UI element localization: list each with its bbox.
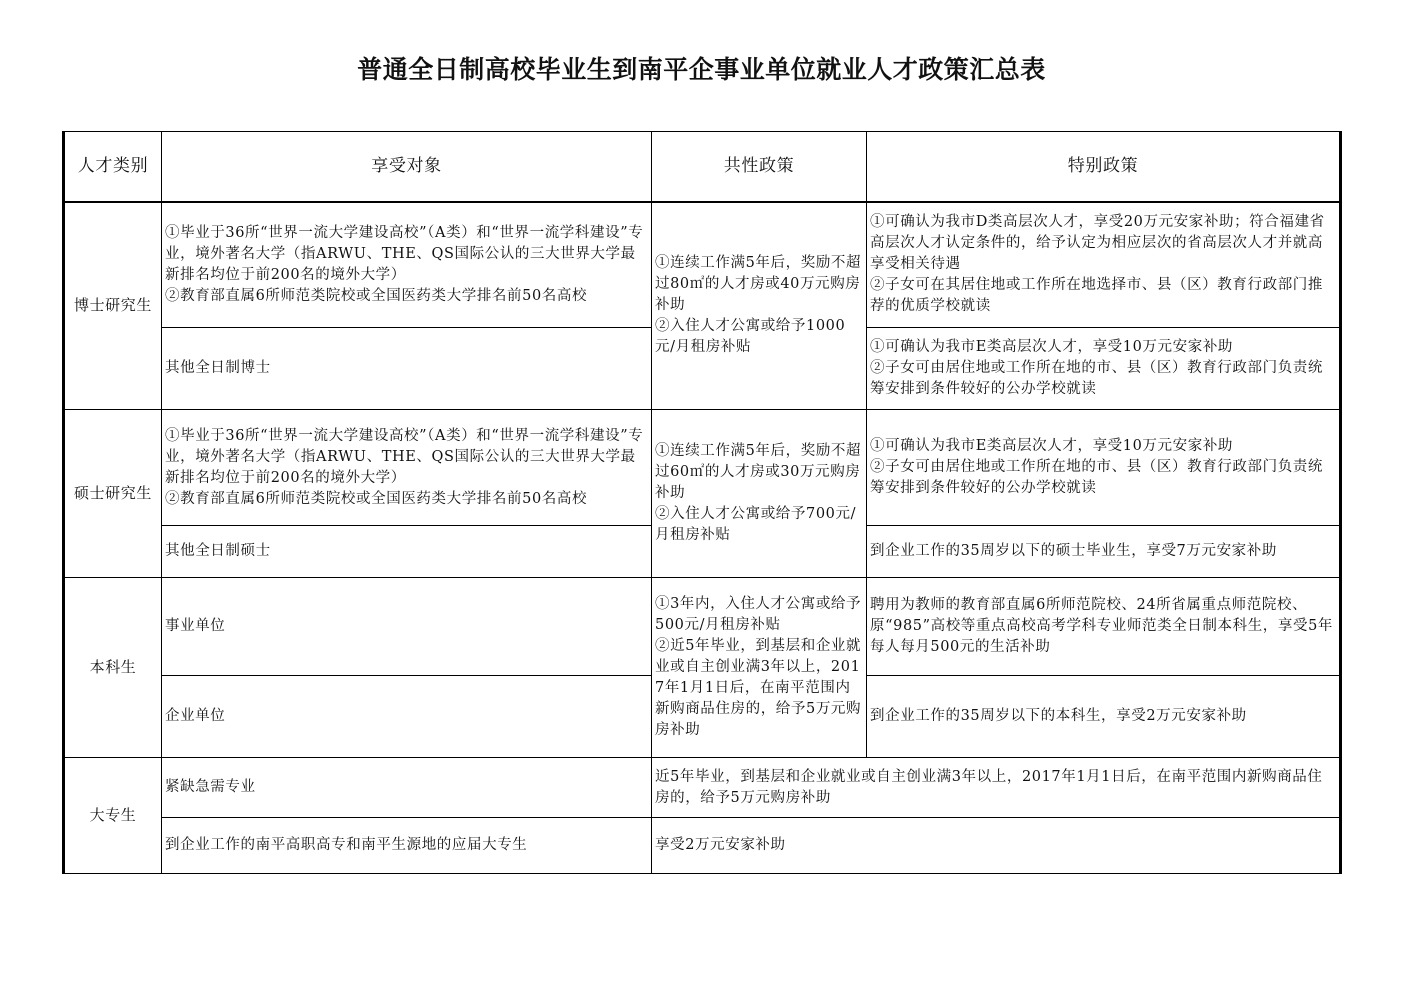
college-policy-2: 享受2万元安家补助 (652, 818, 1341, 874)
master-special-1 (867, 410, 1341, 526)
policy-table (62, 131, 1342, 874)
master-row-1 (64, 410, 1341, 526)
college-target-2: 到企业工作的南平高职高专和南平生源地的应届大专生 (162, 818, 652, 874)
phd-target-1 (162, 202, 652, 328)
bachelor-common-item-2: ②近5年毕业，到基层和企业就业或自主创业满3年以上，2017年1月1日后，在南平范围内新购商品住房的，给予5万元购房补助 (655, 638, 862, 738)
category-bachelor: 本科生 (64, 578, 162, 758)
bachelor-common-item-1: ①3年内，入住人才公寓或给予500元/月租房补贴 (655, 596, 862, 633)
master-common-item-1: ①连续工作满5年后，奖励不超过60㎡的人才房或30万元购房补助 (655, 443, 862, 501)
phd-special-2-item-2: ②子女可由居住地或工作所在地的市、县（区）教育行政部门负责统筹安排到条件较好的公办学校就读 (870, 360, 1323, 397)
bachelor-special-2: 到企业工作的35周岁以下的本科生，享受2万元安家补助 (867, 676, 1341, 758)
bachelor-common-policy (652, 578, 867, 758)
master-special-2: 到企业工作的35周岁以下的硕士毕业生，享受7万元安家补助 (867, 526, 1341, 578)
header-common-policy: 共性政策 (652, 132, 867, 202)
phd-special-2 (867, 328, 1341, 410)
college-target-1: 紧缺急需专业 (162, 758, 652, 818)
master-target-1-item-2: ②教育部直属6所师范类院校或全国医药类大学排名前50名高校 (165, 490, 588, 507)
phd-target-2: 其他全日制博士 (162, 328, 652, 410)
college-row-1 (64, 758, 1341, 818)
master-target-2: 其他全日制硕士 (162, 526, 652, 578)
master-target-1 (162, 410, 652, 526)
master-common-item-2: ②入住人才公寓或给予700元/月租房补贴 (655, 506, 857, 543)
college-policy-1: 近5年毕业，到基层和企业就业或自主创业满3年以上，2017年1月1日后，在南平范围内新购商品住房的，给予5万元购房补助 (652, 758, 1341, 818)
header-category: 人才类别 (64, 132, 162, 202)
category-master: 硕士研究生 (64, 410, 162, 578)
header-row (64, 132, 1341, 202)
header-special-policy: 特别政策 (867, 132, 1341, 202)
phd-row-1 (64, 202, 1341, 328)
bachelor-target-1: 事业单位 (162, 578, 652, 676)
bachelor-target-2: 企业单位 (162, 676, 652, 758)
master-target-1-item-1: ①毕业于36所“世界一流大学建设高校”（A类）和“世界一流学科建设”专业，境外著名大学（指ARWU、THE、QS国际公认的三大世界大学最新排名均位于前200名的境外大学） (165, 427, 644, 486)
bachelor-row-1 (64, 578, 1341, 676)
college-row-2 (64, 818, 1341, 874)
phd-special-2-item-1: ①可确认为我市E类高层次人才，享受10万元安家补助 (870, 339, 1234, 355)
page-title: 普通全日制高校毕业生到南平企事业单位就业人才政策汇总表 (357, 55, 1046, 84)
phd-common-item-2: ②入住人才公寓或给予1000元/月租房补贴 (655, 318, 846, 356)
phd-target-1-item-2: ②教育部直属6所师范类院校或全国医药类大学排名前50名高校 (165, 287, 588, 304)
bachelor-special-1: 聘用为教师的教育部直属6所师范院校、24所省属重点师范院校、原“985”高校等重点高校高考学科专业师范类全日制本科生，享受5年每人每月500元的生活补助 (867, 578, 1341, 676)
category-college: 大专生 (64, 758, 162, 874)
category-phd: 博士研究生 (64, 202, 162, 410)
phd-special-1-item-1: ①可确认为我市D类高层次人才，享受20万元安家补助；符合福建省高层次人才认定条件的，给予认定为相应层次的省高层次人才并就高享受相关待遇 (870, 214, 1325, 273)
master-common-policy (652, 410, 867, 578)
phd-common-policy (652, 202, 867, 410)
master-special-1-item-2: ②子女可由居住地或工作所在地的市、县（区）教育行政部门负责统筹安排到条件较好的公办学校就读 (870, 459, 1323, 496)
phd-special-1 (867, 202, 1341, 328)
phd-common-item-1: ①连续工作满5年后，奖励不超过80㎡的人才房或40万元购房补助 (655, 255, 862, 314)
phd-target-1-item-1: ①毕业于36所“世界一流大学建设高校”（A类）和“世界一流学科建设”专业，境外著名大学（指ARWU、THE、QS国际公认的三大世界大学最新排名均位于前200名的境外大学） (165, 224, 644, 283)
phd-special-1-item-2: ②子女可在其居住地或工作所在地选择市、县（区）教育行政部门推荐的优质学校就读 (870, 277, 1323, 315)
header-target: 享受对象 (162, 132, 652, 202)
master-special-1-item-1: ①可确认为我市E类高层次人才，享受10万元安家补助 (870, 438, 1234, 454)
